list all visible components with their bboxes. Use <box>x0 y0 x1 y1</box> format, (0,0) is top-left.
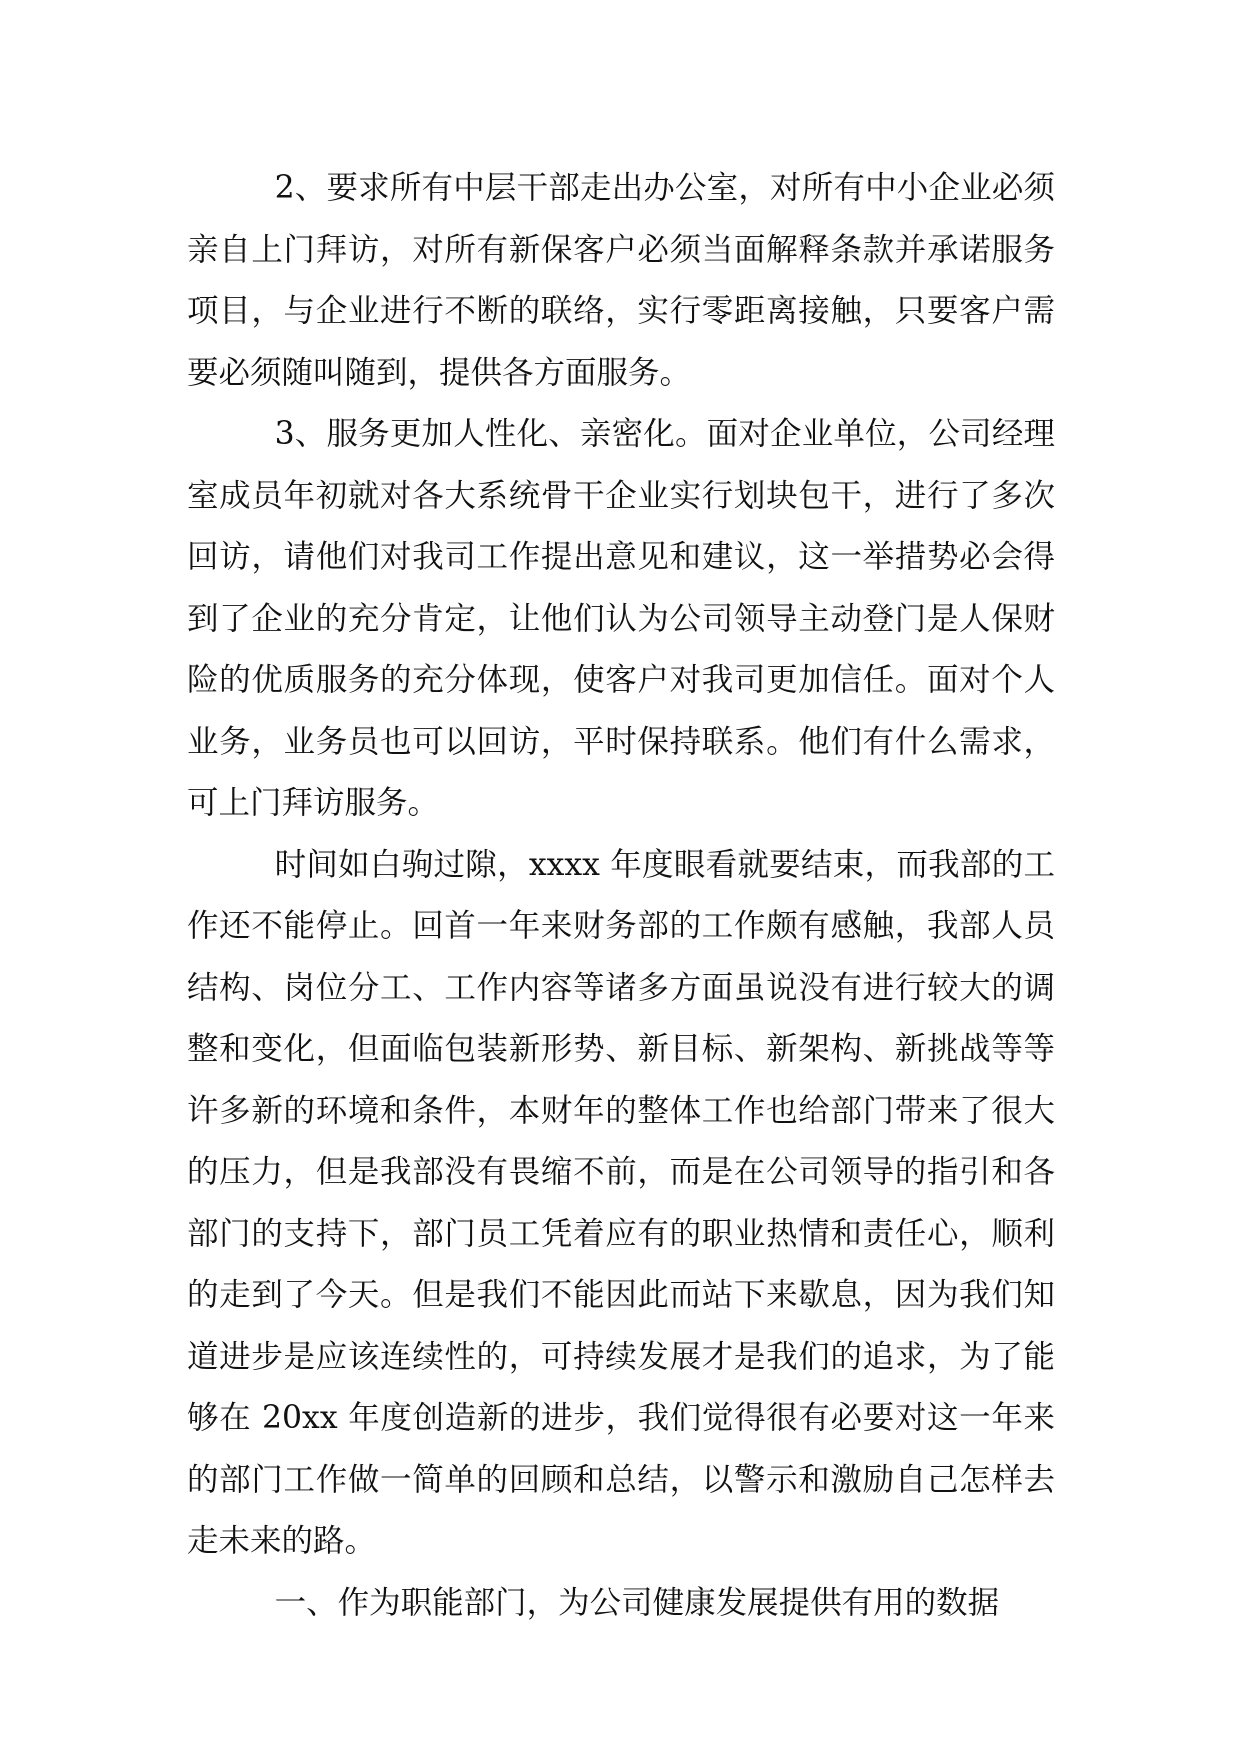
paragraph-service-visits: 2、要求所有中层干部走出办公室，对所有中小企业必须亲自上门拜访，对所有新保客户必须当面解释条款并承诺服务项目，与企业进行不断的联络，实行零距离接触，只要客户需要必须随叫随到，提供各方面服务。 <box>187 170 1055 391</box>
paragraph-humanized-service: 3、服务更加人性化、亲密化。面对企业单位，公司经理室成员年初就对各大系统骨干企业实行划块包干，进行了多次回访，请他们对我司工作提出意见和建议，这一举措势必会得到了企业的充分肯定，让他们认为公司领导主动登门是人保财险的优质服务的充分体现，使客户对我司更加信任。面对个人业务，业务员也可以回访，平时保持联系。他们有什么需求，可上门拜访服务。 <box>187 416 1055 821</box>
document-body <box>187 158 1055 1634</box>
paragraph-annual-review: 时间如白驹过隙，xxxx 年度眼看就要结束，而我部的工作还不能停止。回首一年来财务部的工作颇有感触，我部人员结构、岗位分工、工作内容等诸多方面虽说没有进行较大的调整和变化，但面临包装新形势、新目标、新架构、新挑战等等许多新的环境和条件，本财年的整体工作也给部门带来了很大的压力，但是我部没有畏缩不前，而是在公司领导的指引和各部门的支持下，部门员工凭着应有的职业热情和责任心，顺利的走到了今天。但是我们不能因此而站下来歇息，因为我们知道进步是应该连续性的，可持续发展才是我们的追求，为了能够在 20xx 年度创造新的进步，我们觉得很有必要对这一年来的部门工作做一简单的回顾和总结，以警示和激励自己怎样去走未来的路。 <box>187 846 1055 1559</box>
section-heading-functional-dept: 一、作为职能部门，为公司健康发展提供有用的数据 <box>274 1584 1000 1621</box>
